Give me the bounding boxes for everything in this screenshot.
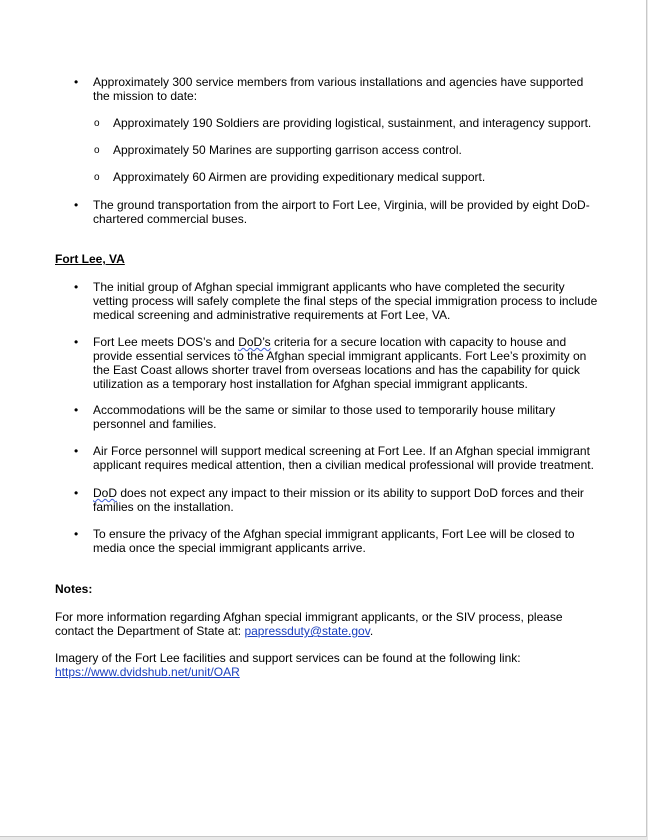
list-item-text: does not expect any impact to their mission or its ability to support DoD forces and their families on the installation. — [93, 486, 584, 514]
imagery-link[interactable]: https://www.dvidshub.net/unit/OAR — [55, 665, 240, 679]
sub-bullet-marker: o — [94, 145, 100, 156]
section-heading: Fort Lee, VA — [55, 252, 125, 266]
bullet-marker: • — [74, 335, 79, 349]
list-item-text: The initial group of Afghan special immigrant applicants who have completed the security vetting process will safely complete the final steps of the special immigration process to include medical screening and administrative requirements at Fort Lee, VA. — [93, 280, 598, 322]
list-item-text: Air Force personnel will support medical screening at Fort Lee. If an Afghan special immigrant applicant requires medical attention, then a civilian medical professional will provide treatment. — [93, 444, 594, 472]
list-item — [93, 280, 598, 322]
bullet-marker: • — [74, 403, 79, 417]
spelling-flag: DoD’s — [238, 335, 271, 349]
list-item-text: Fort Lee meets DOS’s and — [93, 335, 239, 349]
sub-list-item-text: Approximately 60 Airmen are providing expeditionary medical support. — [113, 170, 486, 184]
list-item-text: Accommodations will be the same or similar to those used to temporarily house military personnel and families. — [93, 403, 556, 431]
sub-bullet-marker: o — [94, 172, 100, 183]
sub-list-item — [113, 116, 603, 130]
paragraph-text: Imagery of the Fort Lee facilities and support services can be found at the following link: — [55, 651, 521, 665]
bullet-marker: • — [74, 280, 79, 294]
bullet-marker: • — [74, 75, 79, 89]
sub-list-item — [113, 170, 603, 184]
list-item — [93, 486, 593, 514]
list-item — [93, 403, 563, 431]
list-item-text: criteria for a secure location with capacity to house and provide essential services to the Afghan special immigrant applicants. Fort Lee’s proximity on the East Coast allows shorter travel from overseas locations and has the capability for quick utilization as a temporary host installation for Afghan special immigrant applicants. — [93, 335, 587, 391]
list-item — [93, 335, 593, 391]
sub-list-item — [113, 143, 603, 157]
notes-heading: Notes: — [55, 582, 93, 596]
list-item — [93, 75, 603, 103]
bullet-marker: • — [74, 444, 79, 458]
paragraph-text: . — [369, 624, 374, 638]
notes-paragraph — [55, 651, 615, 679]
list-item-text: To ensure the privacy of the Afghan special immigrant applicants, Fort Lee will be closed to media once the special immigrant applicants arrive. — [93, 527, 575, 555]
sub-list-item-text: Approximately 50 Marines are supporting garrison access control. — [113, 143, 462, 157]
list-item — [93, 527, 593, 555]
paragraph-text: For more information regarding Afghan special immigrant applicants, or the SIV process, please contact the Department of State at: — [55, 610, 563, 638]
bullet-marker: • — [74, 527, 79, 541]
list-item-text: Approximately 300 service members from various installations and agencies have supported the mission to date: — [93, 75, 584, 103]
list-item-text: The ground transportation from the airport to Fort Lee, Virginia, will be provided by eight DoD-chartered commercial buses. — [93, 198, 590, 226]
list-item — [93, 444, 598, 472]
bullet-marker: • — [74, 198, 79, 212]
list-item — [93, 198, 593, 226]
spelling-flag: DoD — [93, 486, 118, 500]
sub-bullet-marker: o — [94, 118, 100, 129]
bullet-marker: • — [74, 486, 79, 500]
sub-list-item-text: Approximately 190 Soldiers are providing logistical, sustainment, and interagency support. — [113, 116, 592, 130]
email-link[interactable]: papressduty@state.gov — [244, 624, 370, 638]
notes-paragraph — [55, 610, 575, 638]
